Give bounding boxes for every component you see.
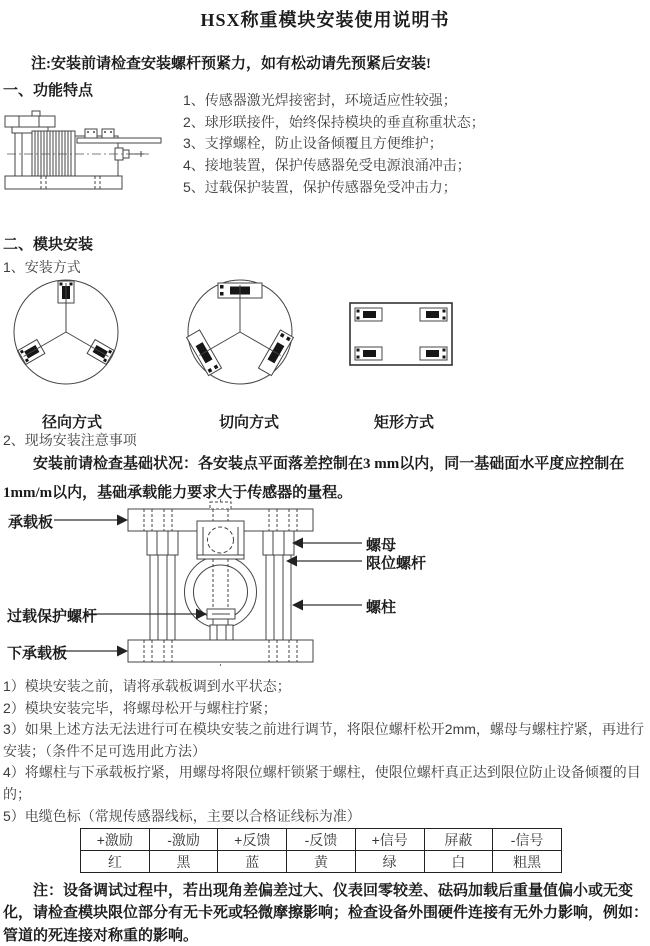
module-assembly-diagram xyxy=(0,497,650,672)
debug-note: 注：设备调试过程中，若出现角差偏差过大、仪表回零较差、砝码加载后重量值偏小或无变化，请检查模块限位部分有无卡死或轻微摩擦影响；检查设备外围硬件连接有无外力影响，例如：管道的死连接对称重的影响。 xyxy=(3,883,649,944)
table-cell: 红 xyxy=(81,851,150,873)
subsection-site-notes: 2、现场安装注意事项 xyxy=(3,432,137,448)
cable-color-table xyxy=(80,828,562,873)
arrow-top-plate xyxy=(117,515,128,526)
table-cell: 白 xyxy=(424,851,493,873)
step-item: 4）将螺柱与下承载板拧紧，用螺母将限位螺杆锁紧于螺柱，使限位螺杆真正达到限位防止设备倾覆的目的； xyxy=(3,764,641,802)
table-header-cell: -反馈 xyxy=(287,829,356,851)
feature-item: 5、过载保护装置，保护传感器免受冲击力； xyxy=(183,178,457,195)
label-bottom-plate: 下承载板 xyxy=(7,646,68,662)
mount-label-rectangular: 矩形方式 xyxy=(374,415,435,431)
arrow-stud xyxy=(292,600,303,611)
table-cell: 绿 xyxy=(355,851,424,873)
feature-item: 1、传感器激光焊接密封，环境适应性较强； xyxy=(183,92,457,108)
table-header-row xyxy=(81,829,562,851)
table-cell: 黄 xyxy=(287,851,356,873)
label-top-plate: 承载板 xyxy=(8,515,54,531)
step-item: 3）如果上述方法无法进行可在模块安装之前进行调节，将限位螺杆松开2mm，螺母与螺柱拧紧，再进行安装；（条件不足可选用此方法） xyxy=(3,721,644,759)
table-header-cell: +信号 xyxy=(355,829,424,851)
label-overload-screw: 过载保护螺杆 xyxy=(7,609,98,625)
step-item: 2）模块安装完毕，将螺母松开与螺柱拧紧； xyxy=(3,699,277,716)
table-cell: 粗黑 xyxy=(493,851,562,873)
table-cell: 黑 xyxy=(149,851,218,873)
table-header-cell: +激励 xyxy=(81,829,150,851)
table-cell: 蓝 xyxy=(218,851,287,873)
foundation-requirements: 安装前请检查基础状况：各安装点平面落差控制在3 mm以内，同一基础面水平度应控制在1mm/m以内，基础承载能力要求大于传感器的量程。 xyxy=(3,456,625,501)
step-item: 5）电缆色标（常规传感器线标，主要以合格证线标为准） xyxy=(3,807,361,824)
rectangular-mount-diagram xyxy=(348,301,456,367)
feature-item: 2、球形联接件，始终保持模块的垂直称重状态； xyxy=(183,113,485,130)
section1-heading: 一、功能特点 xyxy=(3,83,94,99)
radial-mount-diagram xyxy=(12,277,120,387)
installation-steps xyxy=(3,676,649,827)
label-limit-screw: 限位螺杆 xyxy=(366,556,427,572)
label-nut: 螺母 xyxy=(366,538,397,554)
label-stud: 螺柱 xyxy=(366,600,397,616)
page-title: HSX称重模块安装使用说明书 xyxy=(200,10,450,30)
table-header-cell: +反馈 xyxy=(218,829,287,851)
mount-label-tangential: 切向方式 xyxy=(219,415,280,431)
step-item: 1）模块安装之前，请将承载板调到水平状态； xyxy=(3,678,291,694)
feature-list xyxy=(183,90,485,199)
table-header-cell: -信号 xyxy=(493,829,562,851)
table-header-cell: -激励 xyxy=(149,829,218,851)
table-color-row xyxy=(81,851,562,873)
tangential-mount-diagram xyxy=(186,277,294,387)
pretension-note: 注:安装前请检查安装螺杆预紧力，如有松动请先预紧后安装! xyxy=(31,56,431,72)
arrow-bottom-plate xyxy=(117,646,128,657)
mount-label-radial: 径向方式 xyxy=(42,415,103,431)
module-side-view-drawing xyxy=(3,108,168,192)
table-header-cell: 屏蔽 xyxy=(424,829,493,851)
feature-item: 3、支撑螺栓，防止设备倾覆且方便维护； xyxy=(183,135,443,152)
subsection-mounting: 1、安装方式 xyxy=(3,259,81,275)
feature-item: 4、接地装置，保护传感器免受电源浪涌冲击； xyxy=(183,157,471,174)
section2-heading: 二、模块安装 xyxy=(3,237,94,253)
